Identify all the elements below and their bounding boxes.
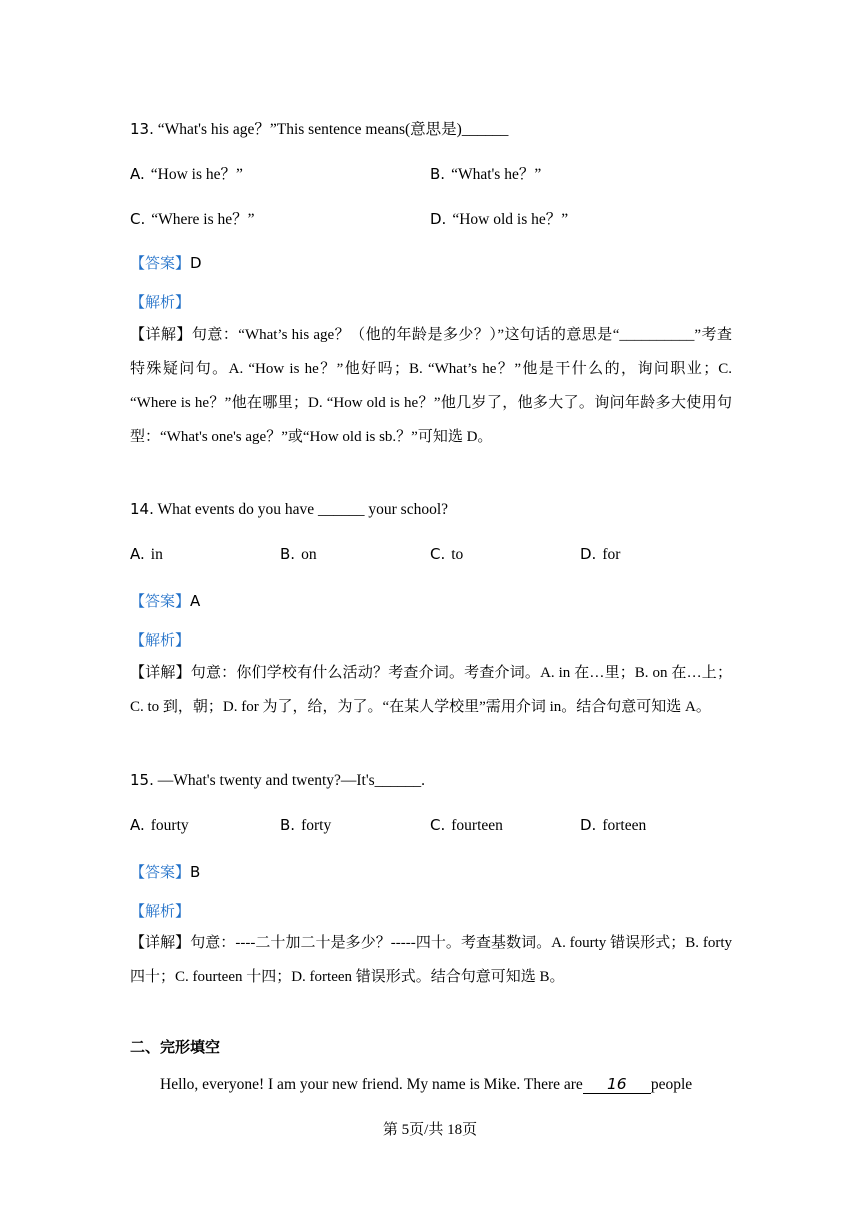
option-label: D. [430,210,447,228]
q14-detail: 【详解】句意：你们学校有什么活动？考查介词。考查介词。A. in 在…里；B. on 在…上；C. to 到，朝；D. for 为了，给，为了。“在某人学校里”需用介词 in。结合句意可知选 A。 [130,665,732,715]
answer-value: A [190,592,201,610]
q15-option-a [130,816,189,835]
analysis-tag: 【解析】 [130,633,191,649]
option-text: “How old is he？” [452,211,569,228]
option-label: D. [580,545,597,563]
q14-analysis [130,629,190,650]
answer-value: D [190,254,202,272]
option-text: for [602,546,621,563]
q15-option-c [430,816,503,835]
q15-stem: —What's twenty and twenty?—It's______. [157,772,426,789]
option-label: D. [580,816,597,834]
q13-stem: “What's his age？”This sentence means(意思是)______ [157,121,509,138]
option-label: B. [280,545,296,563]
q15-number: 15. [130,771,154,789]
cloze-blank-16: 16 [583,1075,651,1094]
option-text: “Where is he？” [151,211,255,228]
option-text: fourteen [451,817,503,834]
option-label: B. [280,816,296,834]
passage-first-line [160,1075,692,1094]
option-label: B. [430,165,446,183]
q14-stem-line [130,500,448,519]
answer-value: B [190,863,201,881]
q13-option-d [430,207,568,229]
page-footer: 第 5页/共 18页 [382,1122,478,1138]
q13-analysis [130,291,190,312]
q15-analysis [130,900,190,921]
option-text: forteen [602,817,647,834]
q15-stem-line [130,771,425,790]
option-text: on [301,546,317,563]
q14-answer [130,590,200,611]
q14-option-d [580,545,620,564]
q15-detail: 【详解】句意：----二十加二十是多少？-----四十。考查基数词。A. fourty 错误形式；B. forty 四十；C. fourteen 十四；D. forteen 错误形式。结合句意可知选 B。 [130,935,732,985]
option-text: to [451,546,464,563]
option-text: “How is he？” [150,166,243,183]
option-text: fourty [150,817,189,834]
option-label: A. [130,816,145,834]
analysis-tag: 【解析】 [130,295,191,311]
q14-option-b [280,545,317,564]
option-label: C. [430,545,446,563]
q14-stem: What events do you have ______ your school? [157,501,449,518]
q13-option-a [130,162,243,184]
option-label: C. [430,816,446,834]
answer-tag: 【答案】 [130,865,191,881]
q15-option-d [580,816,646,835]
q15-answer [130,861,200,882]
q13-option-b [430,162,541,184]
q14-number: 14. [130,500,154,518]
option-text: “What's he？” [451,166,542,183]
analysis-tag: 【解析】 [130,904,191,920]
q13-answer [130,252,202,273]
q13-option-c [130,207,255,229]
q13-stem-line [130,117,508,139]
option-label: A. [130,545,145,563]
answer-tag: 【答案】 [130,594,191,610]
q13-detail: 【详解】句意：“What’s his age？（他的年龄是多少？）”这句话的意思是“__________”考查特殊疑问句。A. “How is he？”他好吗；B. “What’s he？”他是干什么的，询问职业；C. “Where is he？”他在哪里；D. “How old is he？”他几岁了，他多大了。询问年龄多大使用句型：“What's one's age？”或“How old is sb.？”可知选 D。 [130,327,732,445]
passage-text-end: people [650,1076,693,1093]
q15-option-b [280,816,331,835]
q13-number: 13. [130,120,154,138]
option-text: forty [301,817,332,834]
q14-option-a [130,545,163,564]
answer-tag: 【答案】 [130,256,191,272]
section-heading: 二、完形填空 [130,1038,221,1056]
passage-text: Hello, everyone! I am your new friend. My name is Mike. There are [160,1076,583,1093]
q14-option-c [430,545,463,564]
option-label: C. [130,210,146,228]
option-label: A. [130,165,145,183]
option-text: in [150,546,163,563]
